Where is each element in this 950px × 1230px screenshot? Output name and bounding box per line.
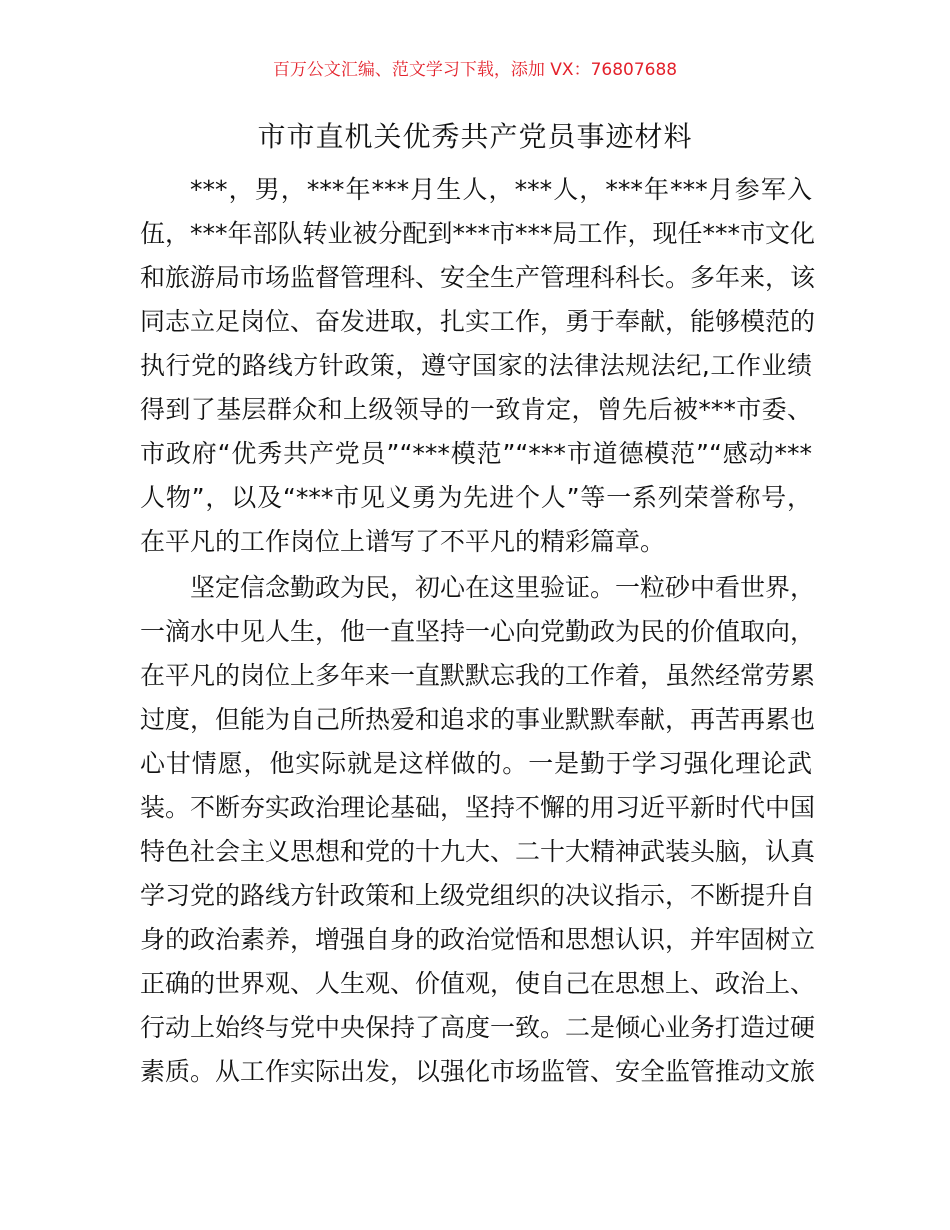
text-line: 得到了基层群众和上级领导的一致肯定，曾先后被***市委、: [140, 395, 812, 424]
document-body: [140, 168, 816, 1096]
text-line: 行动上始终与党中央保持了高度一致。二是倾心业务打造过硬: [140, 1013, 816, 1042]
text-line: 心甘情愿，他实际就是这样做的。一是勤于学习强化理论武: [140, 749, 812, 778]
text-line: ***，男，***年***月生人，***人，***年***月参军入: [190, 175, 812, 204]
text-line: 学习党的路线方针政策和上级党组织的决议指示，不断提升自: [140, 881, 816, 910]
text-line: 执行党的路线方针政策，遵守国家的法律法规法纪,工作业绩: [140, 351, 812, 380]
text-line: 同志立足岗位、奋发进取，扎实工作，勇于奉献，能够模范的: [140, 307, 816, 336]
text-line: 过度，但能为自己所热爱和追求的事业默默奉献，再苦再累也: [140, 705, 816, 734]
text-line: 市政府“优秀共产党员”“***模范”“***市道德模范”“感动***: [140, 439, 812, 468]
text-line: 素质。从工作实际出发，以强化市场监管、安全监管推动文旅: [140, 1057, 816, 1086]
document-title: 市市直机关优秀共产党员事迹材料: [257, 120, 693, 153]
text-line: 伍，***年部队转业被分配到***市***局工作，现任***市文化: [140, 219, 816, 248]
paragraph-1: [140, 168, 816, 564]
text-line: 正确的世界观、人生观、价值观，使自己在思想上、政治上、: [140, 969, 816, 998]
text-line: 坚定信念勤政为民，初心在这里验证。一粒砂中看世界，: [190, 573, 816, 602]
text-line: 一滴水中见人生，他一直坚持一心向党勤政为民的价值取向，: [140, 617, 816, 646]
text-line: 装。不断夯实政治理论基础，坚持不懈的用习近平新时代中国: [140, 793, 816, 822]
watermark-header: 百万公文汇编、范文学习下载，添加 VX：76807688: [272, 60, 678, 80]
paragraph-2: [140, 566, 816, 1094]
text-line: 人物”，以及“***市见义勇为先进个人”等一系列荣誉称号，: [140, 483, 812, 512]
text-line: 在平凡的岗位上多年来一直默默忘我的工作着，虽然经常劳累: [140, 661, 816, 690]
text-line: 身的政治素养，增强自身的政治觉悟和思想认识，并牢固树立: [140, 925, 816, 954]
text-line: 和旅游局市场监督管理科、安全生产管理科科长。多年来，该: [140, 263, 816, 292]
text-line: 特色社会主义思想和党的十九大、二十大精神武装头脑，认真: [140, 837, 816, 866]
text-line: 在平凡的工作岗位上谱写了不平凡的精彩篇章。: [140, 527, 666, 556]
